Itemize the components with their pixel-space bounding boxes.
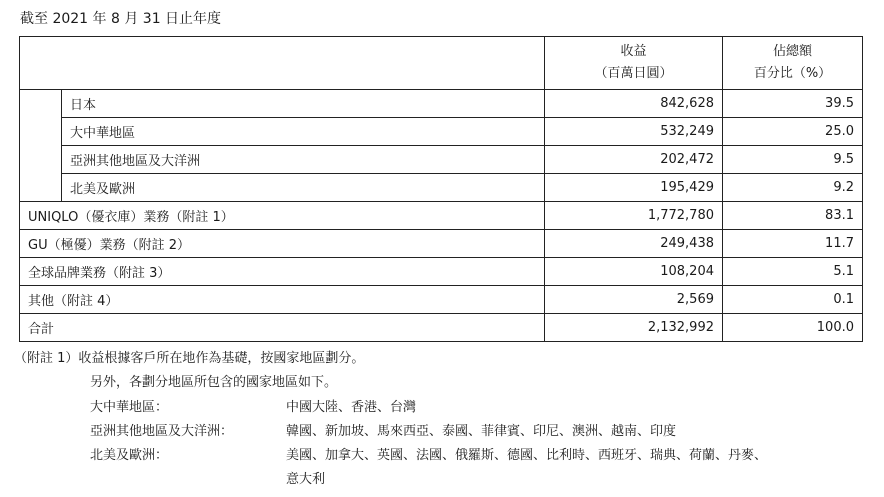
- row-revenue: 195,429: [545, 174, 723, 202]
- row-label: 全球品牌業務（附註 3）: [20, 258, 545, 286]
- row-label: 北美及歐洲: [62, 174, 545, 202]
- table-caption: 截至 2021 年 8 月 31 日止年度: [20, 11, 222, 27]
- row-label: 其他（附註 4）: [20, 286, 545, 314]
- table-row: [20, 90, 863, 118]
- table-row: [20, 230, 863, 258]
- footnote-1-continuation: 另外，各劃分地區所包含的國家地區如下。: [90, 375, 338, 390]
- row-label: GU（極優）業務（附註 2）: [20, 230, 545, 258]
- region-item: [90, 444, 790, 492]
- total-label: 合計: [20, 314, 545, 342]
- revenue-column-header: [545, 37, 723, 90]
- revenue-table: [19, 36, 863, 342]
- region-item: [90, 396, 790, 420]
- row-share: 83.1: [723, 202, 863, 230]
- row-share: 9.2: [723, 174, 863, 202]
- row-share: 39.5: [723, 90, 863, 118]
- table-row: [20, 146, 863, 174]
- share-column-header: [723, 37, 863, 90]
- region-countries: 韓國、新加坡、馬來西亞、泰國、菲律賓、印尼、澳洲、越南、印度: [286, 424, 677, 439]
- region-countries: 美國、加拿大、英國、法國、俄羅斯、德國、比利時、西班牙、瑞典、荷蘭、丹麥、意大利: [286, 448, 768, 487]
- revenue-header-line1: 收益: [620, 44, 647, 59]
- row-label: 亞洲其他地區及大洋洲: [62, 146, 545, 174]
- footnote-1: （附註 1）收益根據客戶所在地作為基礎，按國家地區劃分。: [14, 351, 365, 366]
- region-name: 北美及歐洲：: [90, 448, 169, 463]
- row-revenue: 1,772,780: [545, 202, 723, 230]
- row-share: 11.7: [723, 230, 863, 258]
- row-share: 9.5: [723, 146, 863, 174]
- table-header-row: [20, 37, 863, 90]
- row-revenue: 249,438: [545, 230, 723, 258]
- row-share: 25.0: [723, 118, 863, 146]
- row-share: 5.1: [723, 258, 863, 286]
- region-item: [90, 420, 790, 444]
- region-name: 亞洲其他地區及大洋洲：: [90, 424, 234, 439]
- row-label: 大中華地區: [62, 118, 545, 146]
- share-header-line1: 佔總額: [772, 44, 812, 59]
- total-share: 100.0: [723, 314, 863, 342]
- row-revenue: 532,249: [545, 118, 723, 146]
- total-row: [20, 314, 863, 342]
- row-share: 0.1: [723, 286, 863, 314]
- indent-spacer-cell: [20, 90, 62, 202]
- share-header-line2: 百分比（%）: [753, 66, 832, 81]
- table-row: [20, 286, 863, 314]
- row-revenue: 202,472: [545, 146, 723, 174]
- table-row: [20, 258, 863, 286]
- region-name: 大中華地區：: [90, 400, 169, 415]
- region-countries: 中國大陸、香港、台灣: [286, 400, 417, 415]
- revenue-header-line2: （百萬日圓）: [594, 66, 673, 81]
- row-revenue: 108,204: [545, 258, 723, 286]
- table-row: [20, 174, 863, 202]
- row-label: 日本: [62, 90, 545, 118]
- table-row: [20, 118, 863, 146]
- header-blank-cell: [20, 37, 545, 90]
- table-row: [20, 202, 863, 230]
- total-revenue: 2,132,992: [545, 314, 723, 342]
- row-revenue: 2,569: [545, 286, 723, 314]
- row-revenue: 842,628: [545, 90, 723, 118]
- row-label: UNIQLO（優衣庫）業務（附註 1）: [20, 202, 545, 230]
